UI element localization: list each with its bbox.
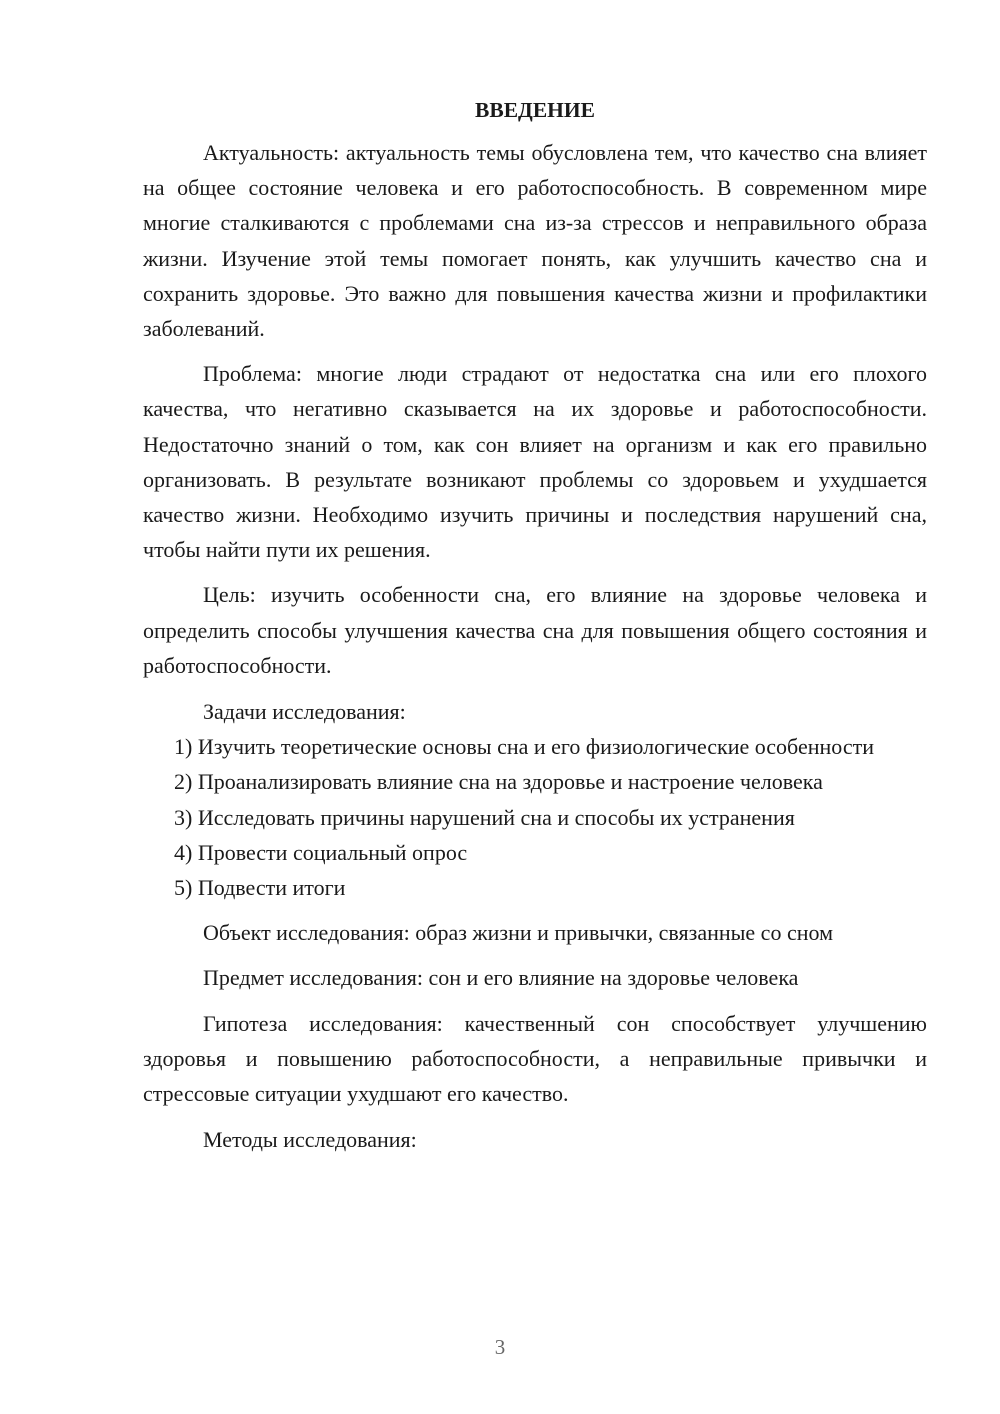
page-number: 3 [494,1335,506,1359]
task-item-2: 2) Проанализировать влияние сна на здоровье и настроение человека [174,769,823,795]
paragraph-hypothesis: Гипотеза исследования: качественный сон способствует улучшению здоровья и повышению работоспособности, а неправильные привычки и стрессовые ситуации ухудшают его качество. [143,1010,927,1107]
task-item-4: 4) Провести социальный опрос [174,839,468,865]
paragraph-subject: Предмет исследования: сон и его влияние на здоровье человека [203,965,799,991]
task-item-3: 3) Исследовать причины нарушений сна и способы их устранения [174,804,795,830]
task-item-1: 1) Изучить теоретические основы сна и его физиологические особенности [174,734,874,760]
paragraph-problem: Проблема: многие люди страдают от недостатка сна или его плохого качества, что негативно сказывается на их здоровье и работоспособности. Недостаточно знаний о том, как сон влияет на организм и как его правильно организовать. В результате возникают проблемы со здоровьем и ухудшается качество жизни. Необходимо изучить причины и последствия нарушений сна, чтобы найти пути их решения. [143,361,927,563]
methods-heading: Методы исследования: [203,1127,417,1153]
tasks-heading: Задачи исследования: [203,699,406,725]
paragraph-object: Объект исследования: образ жизни и привычки, связанные со сном [203,920,833,946]
task-item-5: 5) Подвести итоги [174,875,346,901]
paragraph-goal: Цель: изучить особенности сна, его влияние на здоровье человека и определить способы улучшения качества сна для повышения общего состояния и работоспособности. [143,582,927,678]
page-content [143,96,927,1157]
section-title: ВВЕДЕНИЕ [475,98,595,122]
paragraph-relevance: Актуальность: актуальность темы обусловлена тем, что качество сна влияет на общее состояние человека и его работоспособность. В современном мире многие сталкиваются с проблемами сна из-за стрессов и неправильного образа жизни. Изучение этой темы помогает понять, как улучшить качество сна и сохранить здоровье. Это важно для повышения качества жизни и профилактики заболеваний. [143,140,927,342]
